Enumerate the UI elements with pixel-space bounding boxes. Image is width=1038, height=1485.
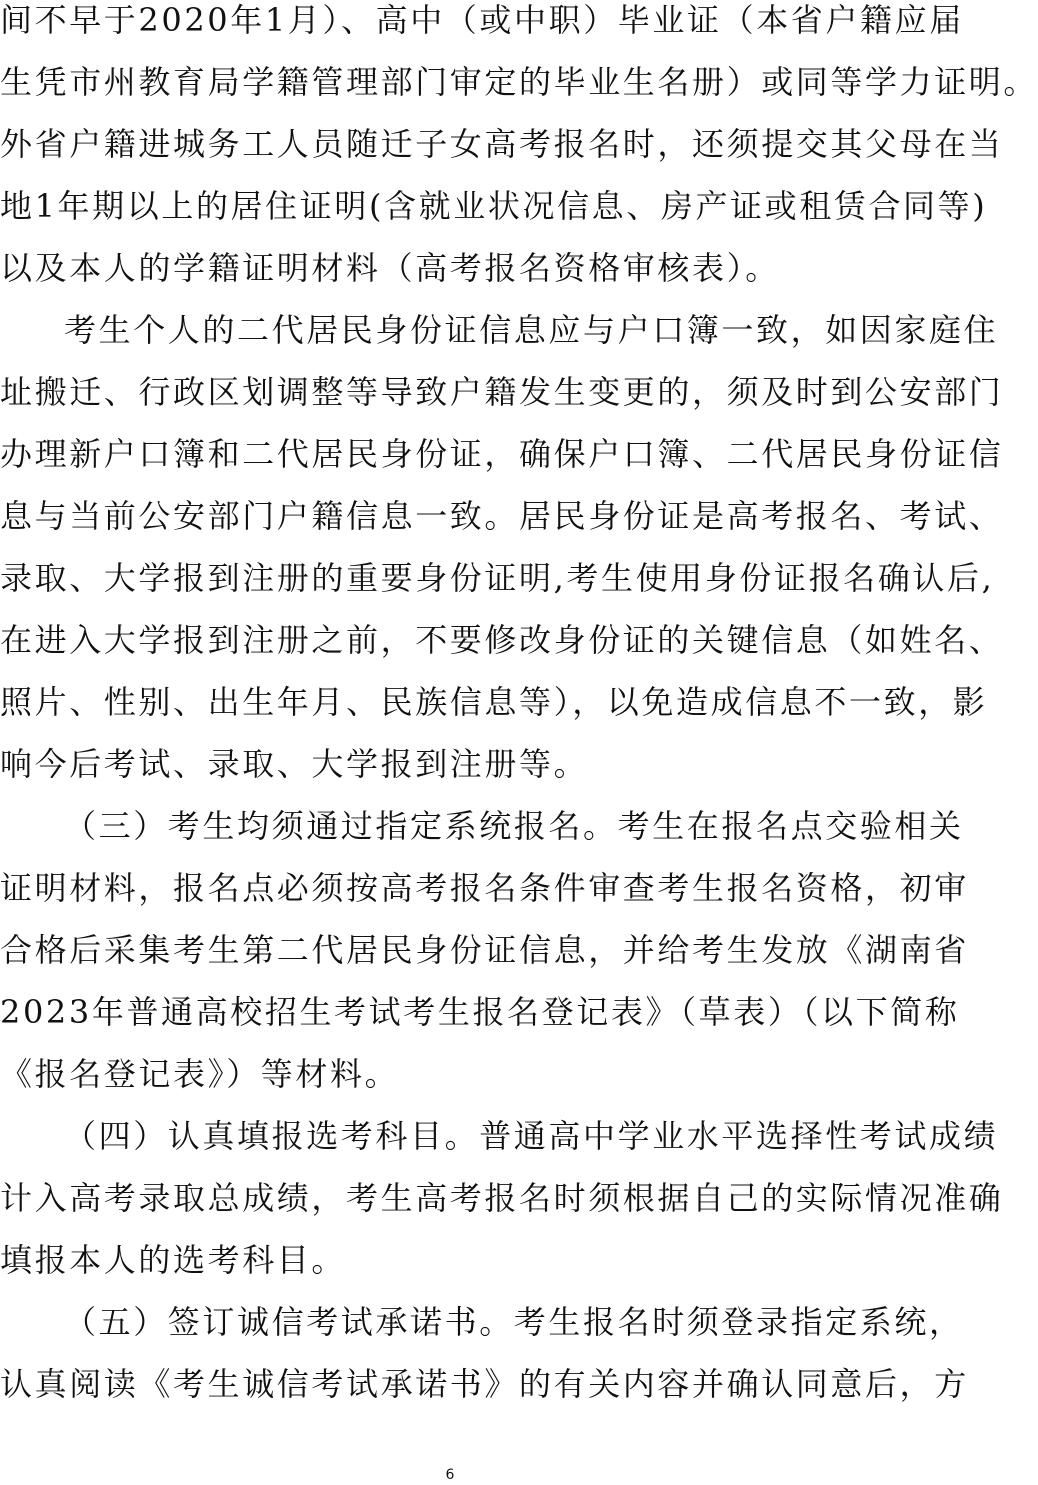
text-line: 间不早于2020年1月）、高中（或中职）毕业证（本省户籍应届	[0, 1, 964, 39]
text-line: 计入高考录取总成绩，考生高考报名时须根据自己的实际情况准确	[0, 1179, 1004, 1217]
text-line: 地1年期以上的居住证明(含就业状况信息、房产证或租赁合同等)	[0, 187, 988, 225]
text-line: 合格后采集考生第二代居民身份证信息，并给考生发放《湖南省	[0, 931, 969, 969]
text-line: 外省户籍进城务工人员随迁子女高考报名时，还须提交其父母在当	[0, 125, 1004, 163]
text-line: 息与当前公安部门户籍信息一致。居民身份证是高考报名、考试、	[0, 497, 1004, 535]
section-heading-four: （四）认真填报选考科目。普通高中学业水平选择性考试成绩	[64, 1117, 999, 1155]
text-line: 照片、性别、出生年月、民族信息等），以免造成信息不一致，影	[0, 683, 988, 721]
text-line: 认真阅读《考生诚信考试承诺书》的有关内容并确认同意后，方	[0, 1365, 969, 1403]
text-line: 生凭市州教育局学籍管理部门审定的毕业生名册）或同等学力证明。	[0, 63, 1038, 101]
section-heading-five: （五）签订诚信考试承诺书。考生报名时须登录指定系统，	[64, 1303, 964, 1341]
text-line: 2023年普通高校招生考试考生报名登记表》（草表）（以下简称	[0, 993, 960, 1031]
text-line: 址搬迁、行政区划调整等导致户籍发生变更的，须及时到公安部门	[0, 373, 1004, 411]
paragraph-start: 考生个人的二代居民身份证信息应与户口簿一致，如因家庭住	[64, 311, 999, 349]
text-line: 在进入大学报到注册之前，不要修改身份证的关键信息（如姓名、	[0, 621, 1004, 659]
text-line: 填报本人的选考科目。	[0, 1241, 347, 1279]
text-line: 证明材料，报名点必须按高考报名条件审查考生报名资格，初审	[0, 869, 969, 907]
page-number: 6	[445, 1467, 455, 1483]
text-line: 办理新户口簿和二代居民身份证，确保户口簿、二代居民身份证信	[0, 435, 1004, 473]
section-heading-three: （三）考生均须通过指定系统报名。考生在报名点交验相关	[64, 807, 964, 845]
text-line: 《报名登记表》）等材料。	[0, 1055, 400, 1093]
text-line: 以及本人的学籍证明材料（高考报名资格审核表）。	[0, 249, 780, 287]
text-line: 录取、大学报到注册的重要身份证明,考生使用身份证报名确认后,	[0, 559, 995, 597]
text-line: 响今后考试、录取、大学报到注册等。	[0, 745, 589, 783]
